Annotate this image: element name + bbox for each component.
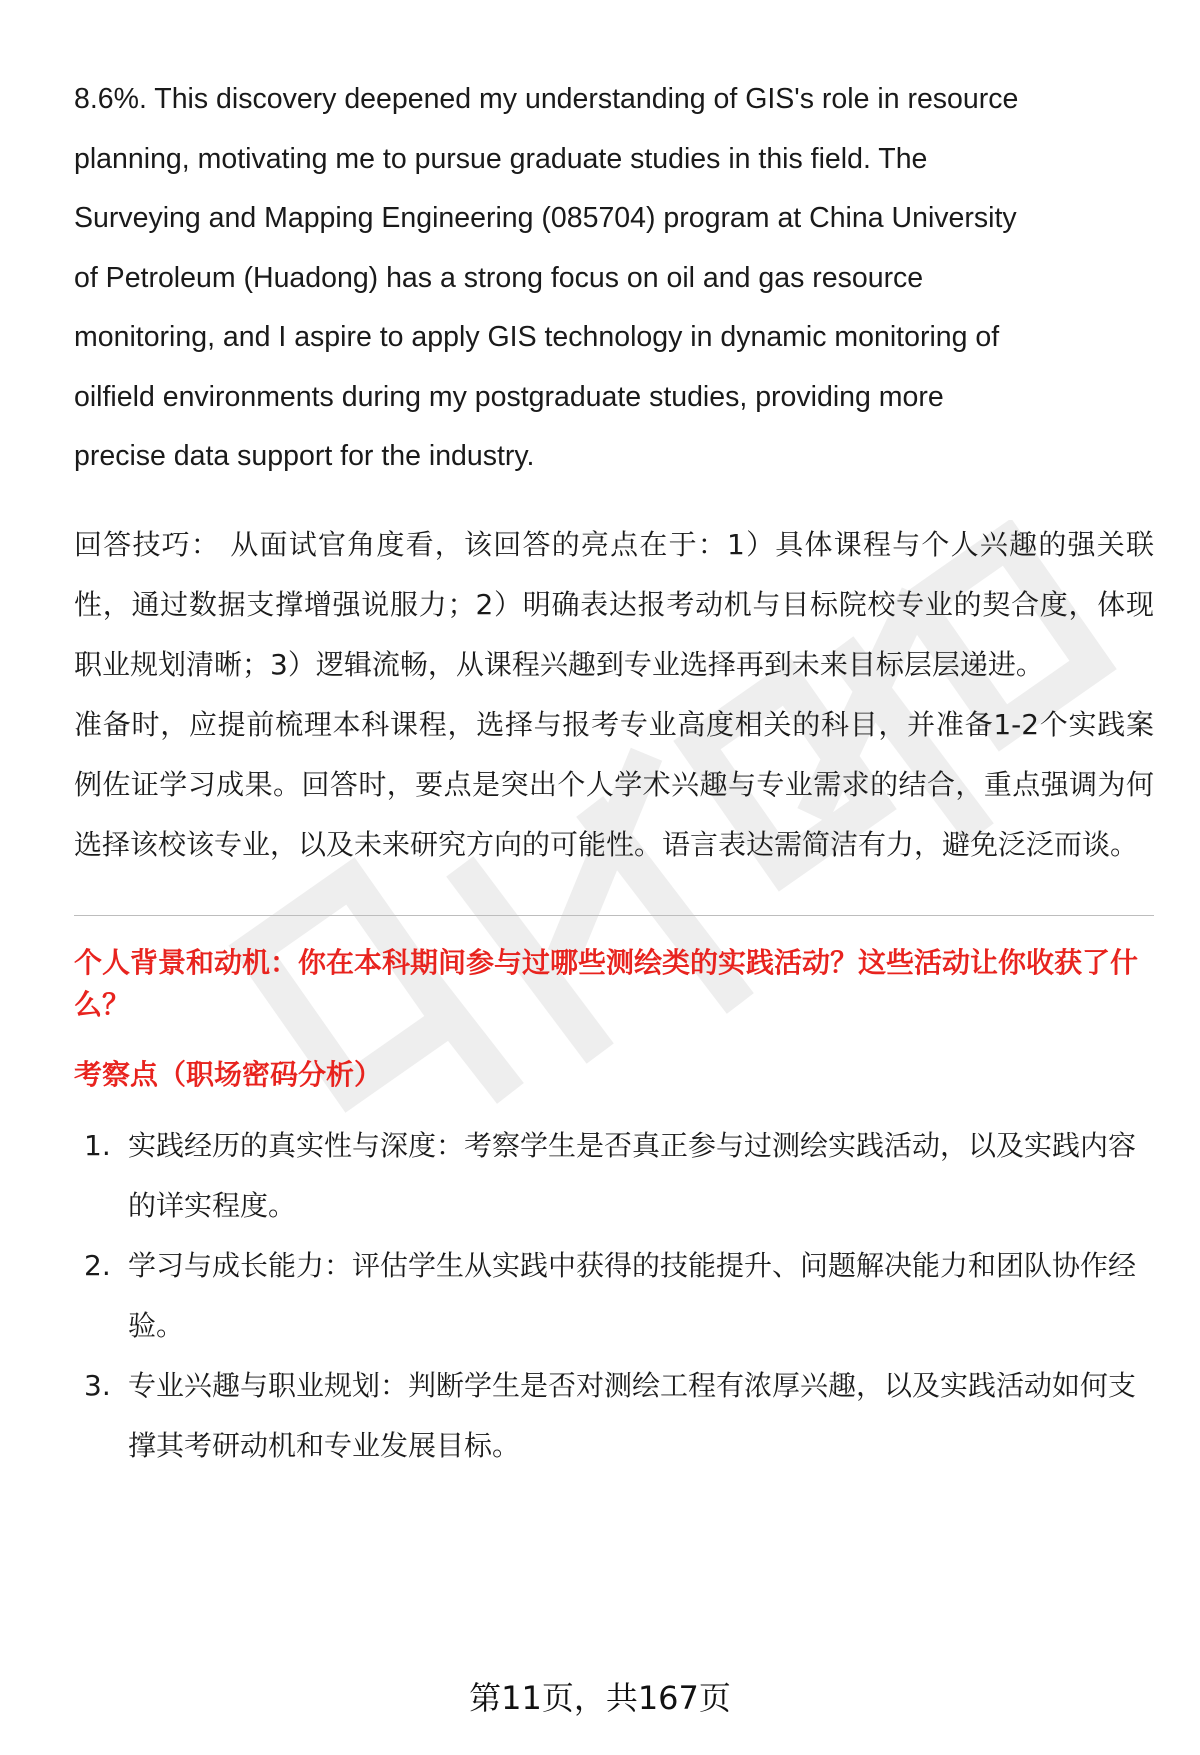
preparation-paragraph: 准备时，应提前梳理本科课程，选择与报考专业高度相关的科目，并准备1-2个实践案例佐证学习成果。回答时，要点是突出个人学术兴趣与专业需求的结合，重点强调为何选择该校该专业，以及未来研究方向的可能性。语言表达需简洁有力，避免泛泛而谈。 xyxy=(74,707,1154,861)
list-item xyxy=(74,1356,1154,1476)
list-item-text: 实践经历的真实性与深度：考察学生是否真正参与过测绘实践活动，以及实践内容的详实程度。 xyxy=(128,1128,1137,1222)
intro-line: oilfield environments during my postgraduate studies, providing more xyxy=(74,380,944,413)
intro-line: Surveying and Mapping Engineering (085704) program at China University xyxy=(74,202,1017,234)
page-number-footer: 第11页，共167页 xyxy=(469,1679,731,1717)
intro-line: precise data support for the industry. xyxy=(74,440,535,472)
list-item-text: 专业兴趣与职业规划：判断学生是否对测绘工程有浓厚兴趣，以及实践活动如何支撑其考研动机和专业发展目标。 xyxy=(128,1368,1137,1462)
list-item xyxy=(74,1116,1154,1236)
assessment-points-list xyxy=(74,1116,1154,1476)
intro-paragraph xyxy=(74,70,1154,487)
list-item-number: 3. xyxy=(84,1368,111,1402)
list-item-text: 学习与成长能力：评估学生从实践中获得的技能提升、问题解决能力和团队协作经验。 xyxy=(128,1248,1137,1342)
list-item-number: 1. xyxy=(84,1128,111,1162)
question-heading: 个人背景和动机：你在本科期间参与过哪些测绘类的实践活动？这些活动让你收获了什么？ xyxy=(74,945,1139,1021)
list-item xyxy=(74,1236,1154,1356)
answer-tips-paragraph: 回答技巧： 从面试官角度看，该回答的亮点在于：1）具体课程与个人兴趣的强关联性，通过数据支撑增强说服力；2）明确表达报考动机与目标院校专业的契合度，体现职业规划清晰；3）逻辑流畅，从课程兴趣到专业选择再到未来目标层层递进。 xyxy=(74,527,1154,681)
assessment-subheading: 考察点（职场密码分析） xyxy=(74,1057,383,1091)
document-page xyxy=(74,70,1154,1476)
list-item-number: 2. xyxy=(84,1248,111,1282)
intro-line: of Petroleum (Huadong) has a strong focus on oil and gas resource xyxy=(74,261,924,294)
section-divider xyxy=(74,915,1154,916)
intro-line: 8.6%. This discovery deepened my understanding of GIS's role in resource xyxy=(74,83,1019,115)
intro-line: planning, motivating me to pursue graduate studies in this field. The xyxy=(74,142,928,175)
intro-line: monitoring, and I aspire to apply GIS technology in dynamic monitoring of xyxy=(74,321,1000,353)
